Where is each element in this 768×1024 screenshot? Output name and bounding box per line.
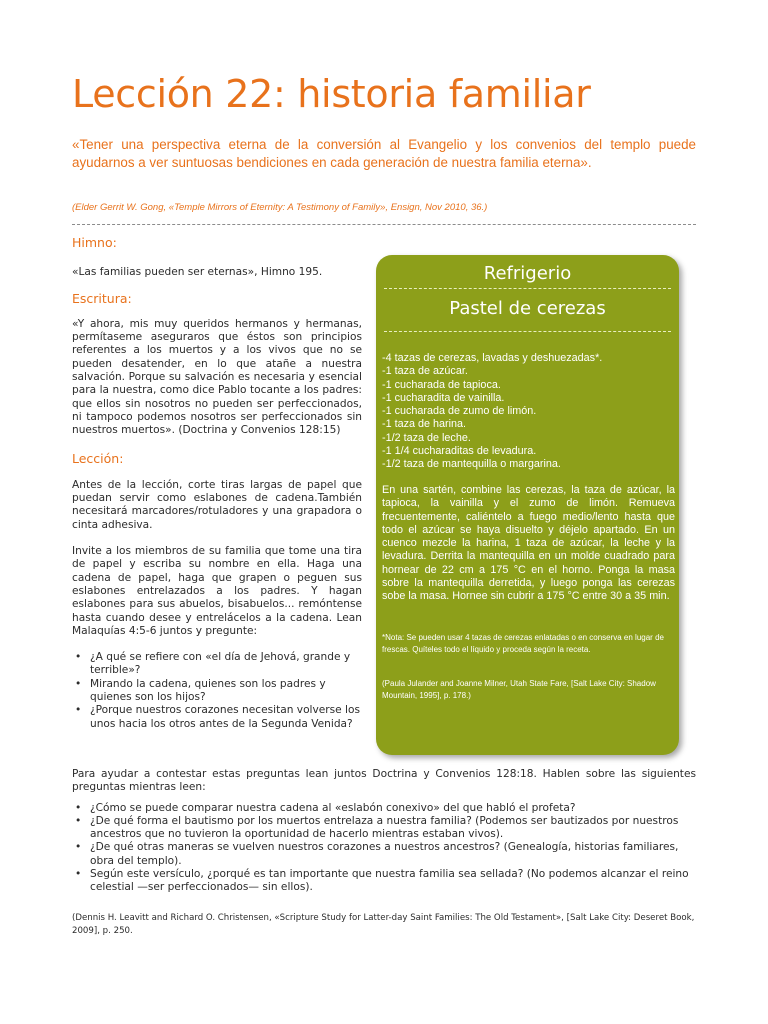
escritura-text: «Y ahora, mis muy queridos hermanos y hermanas, permítaseme aseguraros que éstos son principios referentes a los muertos y a los vivos que no se pueden desatender, en lo que atañe a nuestra salvación. Porque su salvación es necesaria y esencial para la nuestra, como dice Pablo tocante a los padres: que ellos sin nosotros no pueden ser perfeccionados, ni tampoco podemos nosotros ser perfeccionados sin nuestros muertos». (Doctrina y Convenios 128:15) [72, 317, 362, 437]
refrigerio-title: Refrigerio [483, 263, 572, 284]
list-item: -4 tazas de cerezas, lavadas y deshuezadas*. [382, 352, 603, 364]
recipe-note: *Nota: Se pueden usar 4 tazas de cerezas enlatadas o en conserva en lugar de frescas. Quíteles todo el líquido y proceda según la receta. [382, 633, 664, 654]
list-item: -1 cucharada de zumo de limón. [382, 405, 537, 418]
source-citation: (Dennis H. Leavitt and Richard O. Christensen, «Scripture Study for Latter-day Saint Families: The Old Testament», [Salt Lake City: Deseret Book, 2009], p. 250. [72, 913, 695, 936]
list-item: -1/2 taza de mantequilla o margarina. [382, 458, 561, 471]
list-item: • ¿De qué forma el bautismo por los muertos entrelaza a nuestra familia? (Podemos ser bautizados por nuestros ancestros que no tuvieron la oportunidad de hacerlo mientras estaban vivos). [90, 815, 696, 842]
intro-quote: «Tener una perspectiva eterna de la conversión al Evangelio y los convenios del templo puede ayudarnos a ver suntuosas bendiciones en cada generación de nuestra familia eterna». [72, 137, 696, 170]
leccion-paragraph-2: Invite a los miembros de su familia que tome una tira de papel y escriba su nombre en ella. Haga una cadena de papel, haga que grapen o peguen sus eslabones entrelazados a los padres. Y hagan eslabones para sus abuelos, bisabuelos... remóntense hasta cuando desee y entrelácelos a la cadena. Lean Malaquías 4:5-6 juntos y pregunte: [72, 545, 362, 637]
recipe-instructions: En una sartén, combine las cerezas, la taza de azúcar, la tapioca, la vainilla y el zumo de limón. Remueva frecuentemente, caliéntelo a fuego medio/lento hasta que todo el azúcar se haya disuelto y déjelo apartado. En un cuenco mezcle la harina, 1 taza de azúcar, la leche y la levadura. Derrita la mantequilla en un molde cuadrado para hornear de 22 cm a 175 °C en el horno. Ponga la masa sobre la mantequilla derretida, y luego ponga las cerezas sobe la masa. Hornee sin cubrir a 175 °C entre 30 a 35 min. [382, 484, 675, 603]
leccion-paragraph-1: Antes de la lección, corte tiras largas de papel que puedan servir como eslabones de cadena.También necesitará marcadores/rotuladores y una grapadora o cinta adhesiva. [72, 478, 362, 531]
box-divider [384, 288, 671, 289]
box-divider [384, 331, 671, 332]
discussion-section [72, 768, 696, 895]
refrigerio-box [376, 255, 679, 755]
leccion-heading: Lección: [72, 450, 124, 466]
dashed-divider [72, 224, 696, 225]
leccion-questions [72, 651, 362, 731]
list-item: -1 taza de azúcar. [382, 365, 468, 378]
ingredient-list [382, 352, 672, 472]
recipe-citation: (Paula Julander and Joanne Milner, Utah State Fare, [Salt Lake City: Shadow Mountain, 1995], p. 178.) [382, 679, 656, 700]
escritura-heading: Escritura: [72, 290, 132, 306]
quote-citation: (Elder Gerrit W. Gong, «Temple Mirrors of Eternity: A Testimony of Family», Ensign, Nov 2010, 36.) [72, 202, 488, 213]
list-item: -1 cucharadita de vainilla. [382, 391, 505, 404]
discussion-questions [72, 802, 696, 895]
list-item: -1 1/4 cucharaditas de levadura. [382, 445, 537, 458]
himno-heading: Himno: [72, 235, 117, 250]
himno-text: «Las familias pueden ser eternas», Himno 195. [72, 266, 323, 279]
list-item: • ¿A qué se refiere con «el día de Jehová, grande y terrible»? [90, 651, 362, 678]
recipe-title: Pastel de cerezas [449, 298, 606, 319]
left-column [72, 236, 362, 731]
list-item: • Según este versículo, ¿porqué es tan importante que nuestra familia sea sellada? (No podemos alcanzar el reino celestial —ser perfeccionados— sin ellos). [90, 868, 696, 895]
list-item: • ¿Porque nuestros corazones necesitan volverse los unos hacia los otros antes de la Segunda Venida? [90, 704, 362, 731]
list-item: • ¿De qué otras maneras se vuelven nuestros corazones a nuestros ancestros? (Genealogía, historias familiares, obra del templo). [90, 841, 696, 868]
discussion-intro: Para ayudar a contestar estas preguntas lean juntos Doctrina y Convenios 128:18. Hablen sobre las siguientes preguntas mientras leen: [72, 768, 696, 794]
list-item: • ¿Cómo se puede comparar nuestra cadena al «eslabón conexivo» del que habló el profeta? [90, 802, 696, 815]
list-item: • Mirando la cadena, quienes son los padres y quienes son los hijos? [90, 678, 362, 705]
list-item: -1 taza de harina. [382, 418, 467, 431]
list-item: -1/2 taza de leche. [382, 431, 471, 444]
page-title: Lección 22: historia familiar [72, 72, 591, 116]
list-item: -1 cucharada de tapioca. [382, 378, 501, 391]
